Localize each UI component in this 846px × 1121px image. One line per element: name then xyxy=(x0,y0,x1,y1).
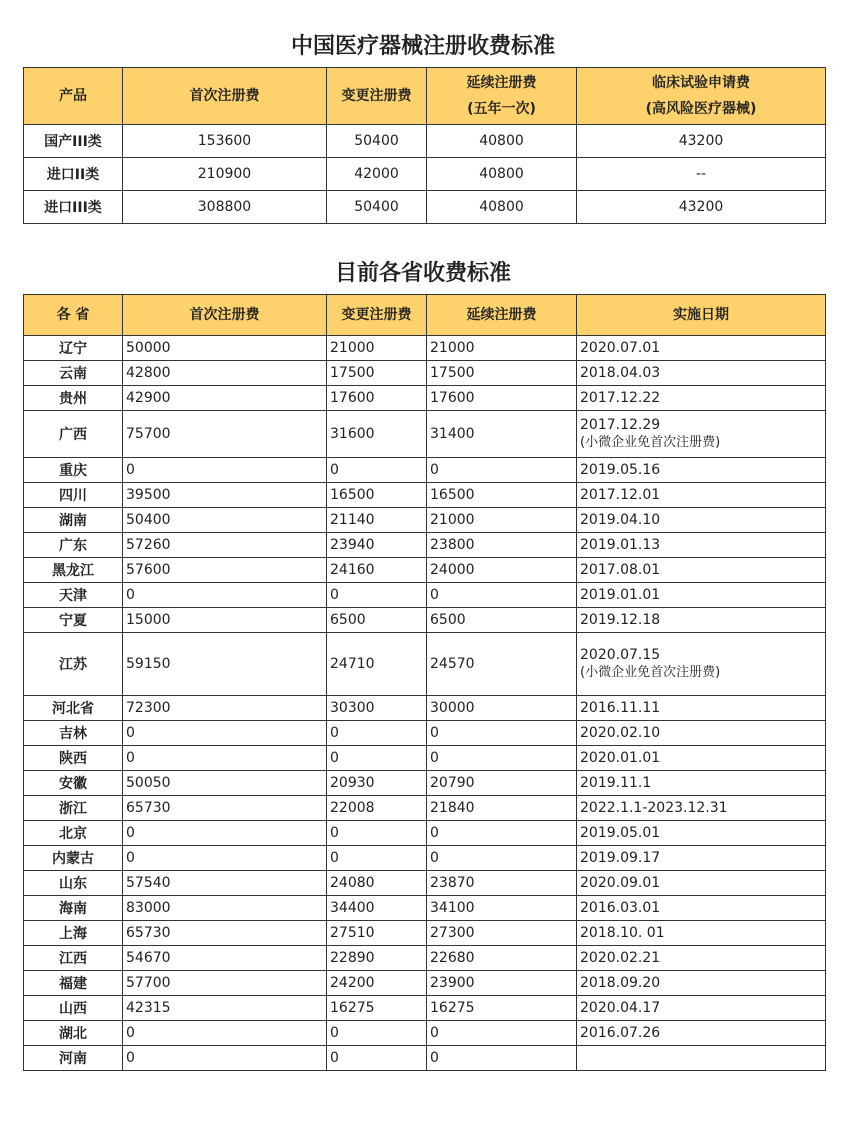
header-clinical-note: (高风险医疗器械) xyxy=(645,101,757,117)
effective-date: 2017.12.29 xyxy=(580,417,661,433)
first-fee-cell: 50000 xyxy=(123,336,327,361)
renew-fee-cell: 0 xyxy=(427,846,577,871)
province-cell: 山东 xyxy=(24,871,123,896)
product-cell: 进口II类 xyxy=(24,158,123,191)
province-fee-table xyxy=(23,294,826,1071)
table-header-row xyxy=(24,68,826,125)
effective-date-cell: 2020.02.21 xyxy=(577,946,826,971)
small-enterprise-note: (小微企业免首次注册费) xyxy=(580,435,721,450)
table-row xyxy=(24,158,826,191)
first-fee-cell: 0 xyxy=(123,721,327,746)
change-fee-cell: 24710 xyxy=(327,633,427,696)
first-fee-cell: 65730 xyxy=(123,796,327,821)
table-row xyxy=(24,558,826,583)
table-row xyxy=(24,361,826,386)
renew-fee-cell: 31400 xyxy=(427,411,577,458)
change-fee-cell: 16275 xyxy=(327,996,427,1021)
change-fee-cell: 21140 xyxy=(327,508,427,533)
effective-date-cell: 2020.04.17 xyxy=(577,996,826,1021)
table-row xyxy=(24,386,826,411)
header-change-fee: 变更注册费 xyxy=(327,68,427,125)
province-cell: 浙江 xyxy=(24,796,123,821)
first-fee-cell: 0 xyxy=(123,746,327,771)
effective-date-cell: 2019.11.1 xyxy=(577,771,826,796)
effective-date-cell xyxy=(577,1046,826,1071)
page-title: 中国医疗器械注册收费标准 xyxy=(290,34,555,59)
header-first-fee: 首次注册费 xyxy=(123,295,327,336)
change-fee-cell: 0 xyxy=(327,746,427,771)
province-cell: 广东 xyxy=(24,533,123,558)
table-row xyxy=(24,508,826,533)
effective-date-cell: 2019.09.17 xyxy=(577,846,826,871)
province-cell: 辽宁 xyxy=(24,336,123,361)
header-product: 产品 xyxy=(24,68,123,125)
table-header-row xyxy=(24,295,826,336)
renew-fee-cell: 40800 xyxy=(427,158,577,191)
change-fee-cell: 34400 xyxy=(327,896,427,921)
province-cell: 河北省 xyxy=(24,696,123,721)
small-enterprise-note: (小微企业免首次注册费) xyxy=(580,665,721,680)
first-fee-cell: 0 xyxy=(123,1021,327,1046)
renew-fee-cell: 0 xyxy=(427,721,577,746)
first-fee-cell: 0 xyxy=(123,458,327,483)
effective-date-cell: 2019.05.16 xyxy=(577,458,826,483)
effective-date-cell xyxy=(577,633,826,696)
first-fee-cell: 42800 xyxy=(123,361,327,386)
table-row xyxy=(24,846,826,871)
change-fee-cell: 24200 xyxy=(327,971,427,996)
change-fee-cell: 23940 xyxy=(327,533,427,558)
first-fee-cell: 0 xyxy=(123,821,327,846)
first-fee-cell: 15000 xyxy=(123,608,327,633)
header-province: 各 省 xyxy=(24,295,123,336)
effective-date-cell: 2017.12.01 xyxy=(577,483,826,508)
renew-fee-cell: 22680 xyxy=(427,946,577,971)
province-cell: 黑龙江 xyxy=(24,558,123,583)
change-fee-cell: 24160 xyxy=(327,558,427,583)
renew-fee-cell: 17500 xyxy=(427,361,577,386)
table-row xyxy=(24,821,826,846)
effective-date-cell: 2019.04.10 xyxy=(577,508,826,533)
renew-fee-cell: 40800 xyxy=(427,125,577,158)
header-renew-fee xyxy=(427,68,577,125)
first-fee-cell: 57260 xyxy=(123,533,327,558)
first-fee-cell: 57540 xyxy=(123,871,327,896)
clinical-fee-cell: -- xyxy=(577,158,826,191)
effective-date-cell: 2020.09.01 xyxy=(577,871,826,896)
table-row xyxy=(24,533,826,558)
province-cell: 山西 xyxy=(24,996,123,1021)
product-cell: 进口III类 xyxy=(24,191,123,224)
table-row xyxy=(24,696,826,721)
first-fee-cell: 308800 xyxy=(123,191,327,224)
province-cell: 吉林 xyxy=(24,721,123,746)
change-fee-cell: 6500 xyxy=(327,608,427,633)
change-fee-cell: 17500 xyxy=(327,361,427,386)
change-fee-cell: 0 xyxy=(327,846,427,871)
clinical-fee-cell: 43200 xyxy=(577,125,826,158)
province-cell: 河南 xyxy=(24,1046,123,1071)
effective-date-cell: 2016.03.01 xyxy=(577,896,826,921)
table-row xyxy=(24,1021,826,1046)
first-fee-cell: 153600 xyxy=(123,125,327,158)
province-cell: 四川 xyxy=(24,483,123,508)
change-fee-cell: 50400 xyxy=(327,125,427,158)
effective-date-cell: 2016.07.26 xyxy=(577,1021,826,1046)
change-fee-cell: 21000 xyxy=(327,336,427,361)
province-cell: 陕西 xyxy=(24,746,123,771)
change-fee-cell: 31600 xyxy=(327,411,427,458)
renew-fee-cell: 24000 xyxy=(427,558,577,583)
product-cell: 国产III类 xyxy=(24,125,123,158)
first-fee-cell: 42315 xyxy=(123,996,327,1021)
renew-fee-cell: 0 xyxy=(427,1021,577,1046)
province-cell: 贵州 xyxy=(24,386,123,411)
header-effective-date: 实施日期 xyxy=(577,295,826,336)
first-fee-cell: 0 xyxy=(123,1046,327,1071)
change-fee-cell: 0 xyxy=(327,458,427,483)
first-fee-cell: 42900 xyxy=(123,386,327,411)
province-cell: 安徽 xyxy=(24,771,123,796)
table-row xyxy=(24,921,826,946)
effective-date-cell: 2020.07.01 xyxy=(577,336,826,361)
province-cell: 福建 xyxy=(24,971,123,996)
renew-fee-cell: 30000 xyxy=(427,696,577,721)
first-fee-cell: 75700 xyxy=(123,411,327,458)
first-fee-cell: 50050 xyxy=(123,771,327,796)
province-cell: 天津 xyxy=(24,583,123,608)
change-fee-cell: 30300 xyxy=(327,696,427,721)
renew-fee-cell: 21000 xyxy=(427,508,577,533)
change-fee-cell: 22890 xyxy=(327,946,427,971)
table-row xyxy=(24,125,826,158)
effective-date-cell: 2022.1.1-2023.12.31 xyxy=(577,796,826,821)
effective-date-cell xyxy=(577,411,826,458)
first-fee-cell: 72300 xyxy=(123,696,327,721)
table-row xyxy=(24,771,826,796)
table-row xyxy=(24,411,826,458)
header-renew-label: 延续注册费 xyxy=(466,75,537,91)
table-row xyxy=(24,796,826,821)
effective-date-cell: 2019.12.18 xyxy=(577,608,826,633)
first-fee-cell: 57700 xyxy=(123,971,327,996)
first-fee-cell: 50400 xyxy=(123,508,327,533)
table-row xyxy=(24,896,826,921)
renew-fee-cell: 23900 xyxy=(427,971,577,996)
effective-date-cell: 2020.02.10 xyxy=(577,721,826,746)
first-fee-cell: 0 xyxy=(123,846,327,871)
province-cell: 上海 xyxy=(24,921,123,946)
effective-date-cell: 2017.12.22 xyxy=(577,386,826,411)
table-row xyxy=(24,336,826,361)
change-fee-cell: 22008 xyxy=(327,796,427,821)
table-row xyxy=(24,971,826,996)
province-cell: 海南 xyxy=(24,896,123,921)
province-cell: 江苏 xyxy=(24,633,123,696)
renew-fee-cell: 0 xyxy=(427,821,577,846)
first-fee-cell: 59150 xyxy=(123,633,327,696)
renew-fee-cell: 20790 xyxy=(427,771,577,796)
clinical-fee-cell: 43200 xyxy=(577,191,826,224)
header-first-fee: 首次注册费 xyxy=(123,68,327,125)
renew-fee-cell: 16500 xyxy=(427,483,577,508)
table-row xyxy=(24,996,826,1021)
province-cell: 宁夏 xyxy=(24,608,123,633)
header-clinical-fee xyxy=(577,68,826,125)
change-fee-cell: 0 xyxy=(327,721,427,746)
effective-date-cell: 2018.09.20 xyxy=(577,971,826,996)
change-fee-cell: 17600 xyxy=(327,386,427,411)
table-row xyxy=(24,608,826,633)
renew-fee-cell: 17600 xyxy=(427,386,577,411)
first-fee-cell: 83000 xyxy=(123,896,327,921)
header-renew-note: (五年一次) xyxy=(467,101,536,117)
table-row xyxy=(24,1046,826,1071)
effective-date-cell: 2019.05.01 xyxy=(577,821,826,846)
province-cell: 北京 xyxy=(24,821,123,846)
change-fee-cell: 27510 xyxy=(327,921,427,946)
change-fee-cell: 24080 xyxy=(327,871,427,896)
renew-fee-cell: 0 xyxy=(427,458,577,483)
change-fee-cell: 50400 xyxy=(327,191,427,224)
province-cell: 广西 xyxy=(24,411,123,458)
first-fee-cell: 57600 xyxy=(123,558,327,583)
renew-fee-cell: 23800 xyxy=(427,533,577,558)
renew-fee-cell: 34100 xyxy=(427,896,577,921)
province-cell: 湖南 xyxy=(24,508,123,533)
effective-date-cell: 2016.11.11 xyxy=(577,696,826,721)
effective-date-cell: 2019.01.13 xyxy=(577,533,826,558)
first-fee-cell: 210900 xyxy=(123,158,327,191)
first-fee-cell: 39500 xyxy=(123,483,327,508)
header-renew-fee: 延续注册费 xyxy=(427,295,577,336)
province-cell: 湖北 xyxy=(24,1021,123,1046)
change-fee-cell: 42000 xyxy=(327,158,427,191)
table-row xyxy=(24,633,826,696)
province-cell: 云南 xyxy=(24,361,123,386)
effective-date-cell: 2018.10. 01 xyxy=(577,921,826,946)
change-fee-cell: 16500 xyxy=(327,483,427,508)
national-fee-table xyxy=(23,67,826,224)
effective-date-cell: 2020.01.01 xyxy=(577,746,826,771)
first-fee-cell: 65730 xyxy=(123,921,327,946)
table-row xyxy=(24,721,826,746)
renew-fee-cell: 0 xyxy=(427,746,577,771)
effective-date: 2020.07.15 xyxy=(580,647,661,663)
table-row xyxy=(24,871,826,896)
renew-fee-cell: 27300 xyxy=(427,921,577,946)
renew-fee-cell: 6500 xyxy=(427,608,577,633)
section-title: 目前各省收费标准 xyxy=(334,261,511,286)
effective-date-cell: 2018.04.03 xyxy=(577,361,826,386)
renew-fee-cell: 21840 xyxy=(427,796,577,821)
renew-fee-cell: 40800 xyxy=(427,191,577,224)
province-cell: 内蒙古 xyxy=(24,846,123,871)
table-row xyxy=(24,746,826,771)
change-fee-cell: 0 xyxy=(327,1046,427,1071)
renew-fee-cell: 23870 xyxy=(427,871,577,896)
renew-fee-cell: 0 xyxy=(427,1046,577,1071)
table-row xyxy=(24,458,826,483)
effective-date-cell: 2017.08.01 xyxy=(577,558,826,583)
renew-fee-cell: 24570 xyxy=(427,633,577,696)
table-row xyxy=(24,946,826,971)
first-fee-cell: 54670 xyxy=(123,946,327,971)
province-cell: 重庆 xyxy=(24,458,123,483)
table-row xyxy=(24,583,826,608)
renew-fee-cell: 21000 xyxy=(427,336,577,361)
table-row xyxy=(24,191,826,224)
table-row xyxy=(24,483,826,508)
change-fee-cell: 0 xyxy=(327,821,427,846)
province-cell: 江西 xyxy=(24,946,123,971)
renew-fee-cell: 0 xyxy=(427,583,577,608)
effective-date-cell: 2019.01.01 xyxy=(577,583,826,608)
header-clinical-label: 临床试验申请费 xyxy=(652,75,750,91)
first-fee-cell: 0 xyxy=(123,583,327,608)
header-change-fee: 变更注册费 xyxy=(327,295,427,336)
change-fee-cell: 0 xyxy=(327,583,427,608)
change-fee-cell: 0 xyxy=(327,1021,427,1046)
renew-fee-cell: 16275 xyxy=(427,996,577,1021)
change-fee-cell: 20930 xyxy=(327,771,427,796)
